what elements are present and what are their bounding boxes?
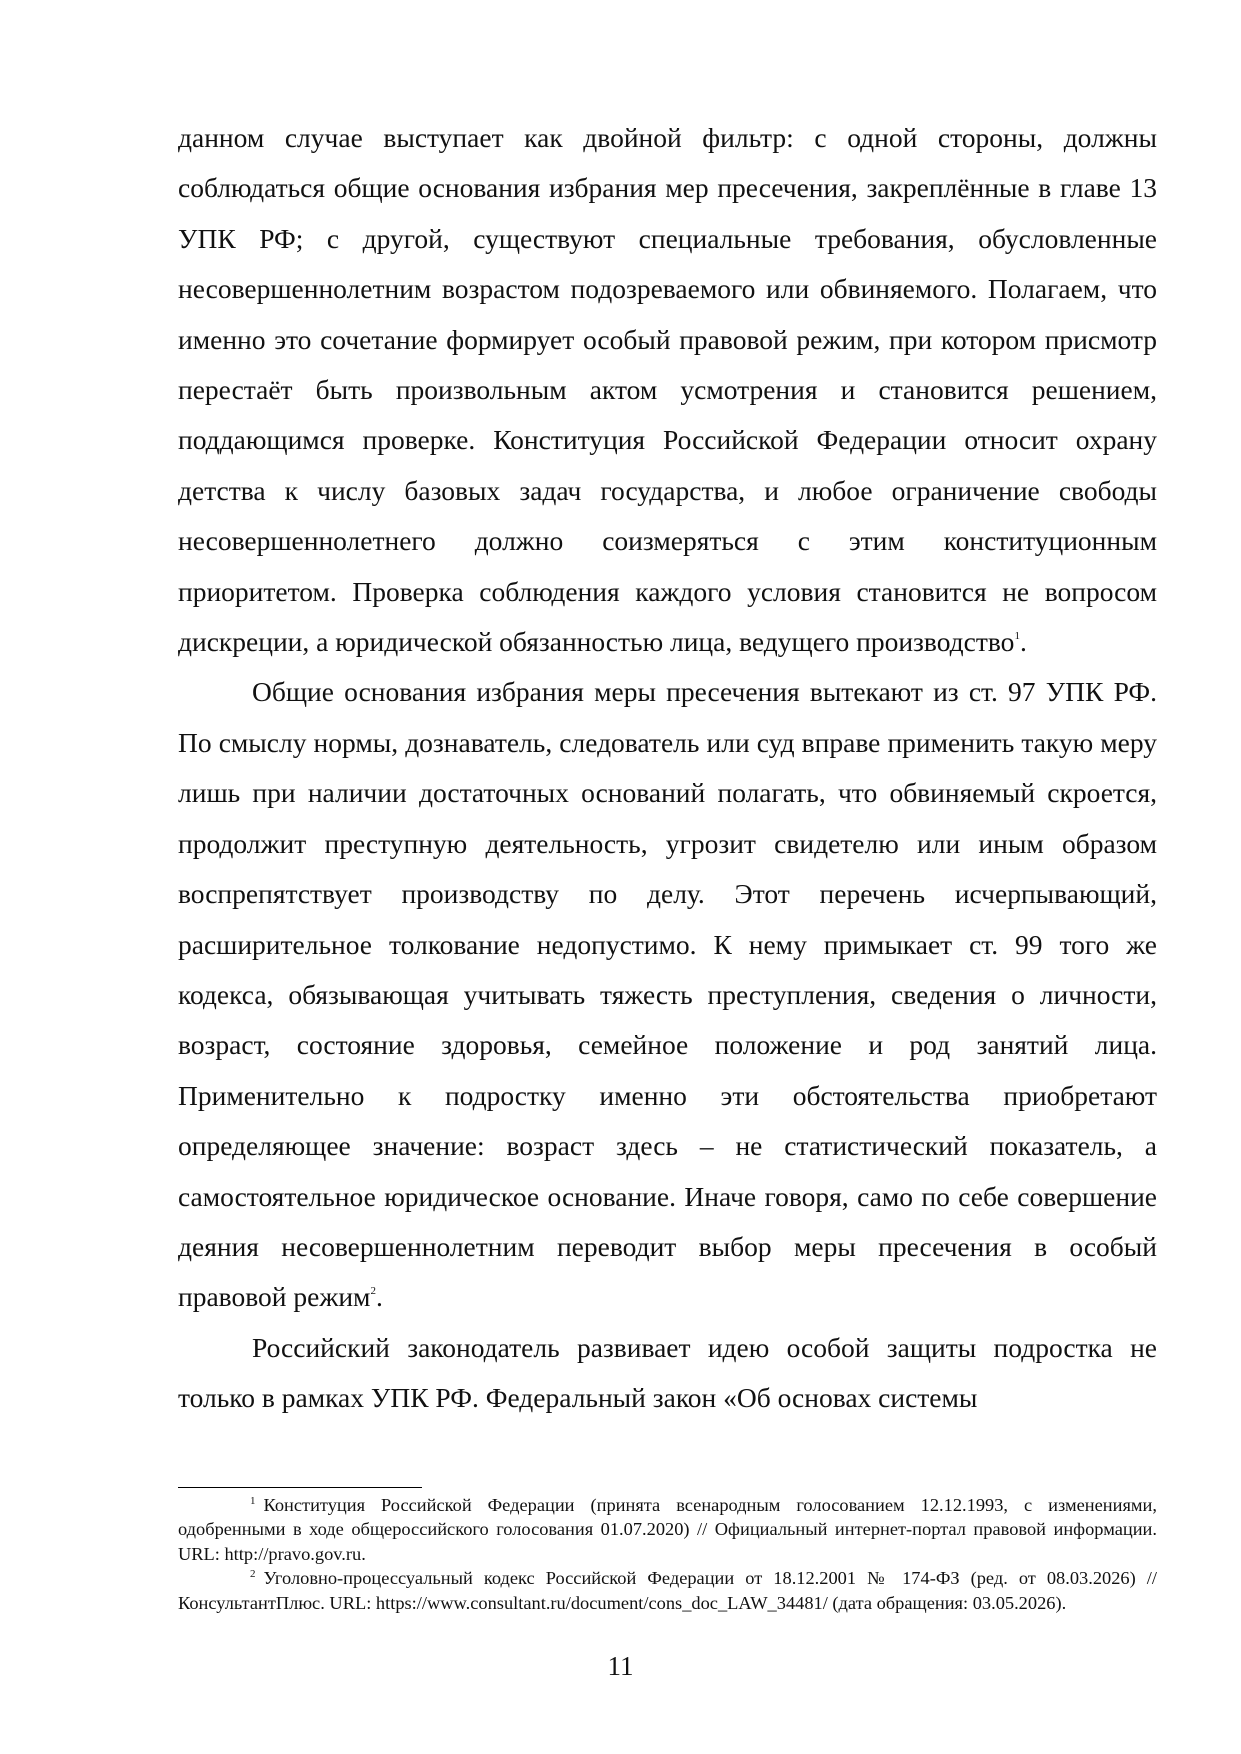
- paragraph-text: Российский законодатель развивает идею особой защиты подростка не только в рамках УПК РФ. Федеральный закон «Об основах системы: [178, 1331, 1157, 1414]
- paragraph-tail: .: [1019, 626, 1027, 658]
- footnote-number: 2: [250, 1568, 256, 1581]
- footnote-number: 1: [250, 1494, 256, 1507]
- footnote-reference[interactable]: 1: [1014, 629, 1020, 642]
- footnote-reference[interactable]: 2: [370, 1285, 376, 1298]
- footnote-text: Конституция Российской Федерации (принята всенародным голосованием 12.12.1993, с изменениями, одобренными в ходе общероссийского голосования 01.07.2020) // Официальный интернет-портал правовой информации. URL: http://pravo.gov.ru.: [178, 1495, 1157, 1564]
- footnote: [178, 1566, 1157, 1615]
- footnotes: [178, 1493, 1157, 1615]
- paragraph-text: Общие основания избрания меры пресечения вытекают из ст. 97 УПК РФ. По смыслу нормы, дознаватель, следователь или суд вправе применить такую меру лишь при наличии достаточных оснований полагать, что обвиняемый скроется, продолжит преступную деятельность, угрозит свидетелю или иным образом воспрепятствует производству по делу. Этот перечень исчерпывающий, расширительное толкование недопустимо. К нему примыкает ст. 99 того же кодекса, обязывающая учитывать тяжесть преступления, сведения о личности, возраст, состояние здоровья, семейное положение и род занятий лица. Применительно к подростку именно эти обстоятельства приобретают определяющее значение: возраст здесь – не статистический показатель, а самостоятельное юридическое основание. Иначе говоря, само по себе совершение деяния несовершеннолетним переводит выбор меры пресечения в особый правовой режим: [178, 676, 1157, 1313]
- page-number: 11: [607, 1651, 634, 1681]
- paragraph: [178, 667, 1157, 1322]
- paragraph-continuation: [178, 113, 1157, 667]
- body-text: [178, 113, 1157, 1424]
- paragraph-tail: .: [375, 1281, 383, 1313]
- paragraph: [178, 1323, 1157, 1424]
- footnote-text: Уголовно-процессуальный кодекс Российской Федерации от 18.12.2001 № 174-ФЗ (ред. от 08.03.2026) // КонсультантПлюс. URL: https://www.consultant.ru/document/cons_doc_LAW_34481/ (дата обращения: 03.05.2026).: [178, 1568, 1157, 1613]
- paragraph-text: данном случае выступает как двойной фильтр: с одной стороны, должны соблюдаться общие основания избрания мер пресечения, закреплённые в главе 13 УПК РФ; с другой, существуют специальные требования, обусловленные несовершеннолетним возрастом подозреваемого или обвиняемого. Полагаем, что именно это сочетание формирует особый правовой режим, при котором присмотр перестаёт быть произвольным актом усмотрения и становится решением, поддающимся проверке. Конституция Российской Федерации относит охрану детства к числу базовых задач государства, и любое ограничение свободы несовершеннолетнего должно соизмеряться с этим конституционным приоритетом. Проверка соблюдения каждого условия становится не вопросом дискреции, а юридической обязанностью лица, ведущего производство: [178, 122, 1157, 658]
- footnote: [178, 1493, 1157, 1566]
- footnote-separator: [178, 1487, 422, 1488]
